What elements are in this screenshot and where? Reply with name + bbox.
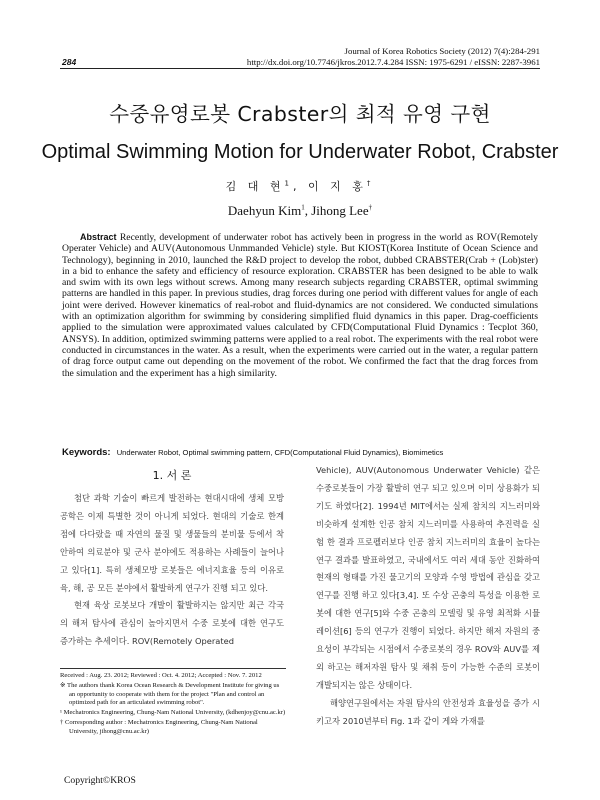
keywords-label: Keywords: (62, 447, 111, 458)
author-korean-2: 이 지 홍 (307, 180, 367, 193)
body-column-right (316, 462, 540, 731)
body-paragraph: 현재 육상 로봇보다 개발이 활발하지는 않지만 최근 각국의 해저 탐사에 관심이 높아지면서 수중 로봇에 대한 연구도 증가하는 추세이다. ROV(Remotely Operated (60, 600, 284, 647)
title-korean: 수중유영로봇 Crabster의 최적 유영 구현 (109, 102, 491, 126)
keywords (62, 447, 538, 458)
abstract-text: Recently, development of underwater robot has actively been in progress in the world as ROV(Remotely Operater Vehicle) and AUV(Autonomous Unmmanded Vehicle) style. But KIOST(Korea Institute of Ocean Science and Technology), beginning in 2010, launched the R&D project to develop the robot, dubbed CRABSTER(Crab + (Lob)ster) in a bid to enhance the safety and efficiency of resource exploration. CRABSTER has been designed to be able to walk and swim with its own legs without screws. Among many research subjects regarding CRABSTER, optimal swimming patterns are handled in this paper. In previous studies, drag forces during one period with different values for angle of each joint were derived. However kinematics of real-robot and fluid-dynamics are not considered. We conducted simulations with an optimization algorithm for swimming by considering simplified fluid dynamics in this paper. Drag-coefficients applied to the simulation were approximated values calculated by CFD(Computational Fluid Dynamics : Tecplot 360, ANSYS). In addition, optimized swimming patterns were applied to a real robot. The experiments with the real robot were conducted in circumstances in the water. As a result, when the experiments were carried out in the water, a regular pattern of drag force output came out depending on the movement of the robot. We confirmed the fact that the drag forces from the simulation and the experiment has a high similarity. (62, 232, 538, 379)
abstract-label: Abstract (80, 232, 117, 242)
authors-korean (0, 178, 600, 194)
author-korean-2-mark: † (366, 179, 375, 188)
footnote-affiliation: ¹ Mechatronics Engineering, Chung-Nam National University, (kdhenjoy@cnu.ac.kr) (60, 709, 286, 717)
footnotes (60, 668, 286, 738)
author-korean-1: 김 대 현 (225, 180, 285, 193)
body-paragraph: Vehicle), AUV(Autonomous Underwater Vehicle) 같은 수중로봇들이 가장 활발히 연구 되고 있으며 이미 상용화가 되기도 하였다[2]. 1994년 MIT에서는 실제 참치의 지느러미와 비슷하게 설계한 인공 참치 지느러미를 사용하여 추진력을 실험 한 결과 프로펠러보다 인공 참치 지느러미의 효율이 높다는 연구 결과를 발표하였고, 국내에서도 여러 세대 동안 진화하여 현재의 형태를 가진 물고기의 모양과 수영 방법에 관심을 갖고 연구를 진행 하고 있다[3,4]. 또 수상 곤충의 특성을 이용한 로봇에 대한 연구[5]와 수중 곤충의 모델링 및 유영 최적화 시뮬레이션[6] 등의 연구가 진행이 되었다. 하지만 해저 자원의 중요성이 부각되는 시점에서 수중로봇의 경우 ROV와 AUV를 제외 하고는 해저자원 탐사 및 채취 등이 가능한 수준의 로봇이 개발되지는 않은 상태이다. (316, 465, 540, 690)
body-paragraph: 첨단 과학 기술이 빠르게 발전하는 현대시대에 생체 모방공학은 이제 특별한 것이 아니게 되었다. 현대의 기술로 한계 점에 다다랐을 때 자연의 물질 및 생물들의 분비물 등에서 착안하여 의료분야 및 군사 분야에도 적용하는 사례들이 늘어나고 있다[1]. 특히 생체모방 로봇들은 에너지효율 등의 이유로 육, 해, 공 모든 분야에서 활발하게 연구가 진행 되고 있다. (60, 493, 284, 593)
keywords-text: Underwater Robot, Optimal swimming pattern, CFD(Computational Fluid Dynamics), Biomimetics (116, 448, 444, 457)
section-heading-introduction: 1. 서 론 (152, 469, 192, 482)
title-english: Optimal Swimming Motion for Underwater Robot, Crabster (41, 141, 559, 163)
author-english-2: Jihong Lee (311, 203, 369, 218)
footnote-acknowledgment: ※ The authors thank Korea Ocean Research & Development Institute for giving us an opportunity to cooperate with them for the project "Plan and control an optimized path for an articulated swimming robot". (60, 681, 280, 707)
copyright: Copyright©KROS (64, 775, 136, 786)
journal-citation: Journal of Korea Robotics Society (2012) 7(4):284-291 (344, 46, 540, 56)
page-number: 284 (62, 57, 77, 67)
author-english-1: Daehyun Kim (227, 203, 302, 218)
author-english-2-mark: † (368, 203, 373, 212)
body-paragraph: 해양연구원에서는 자원 탐사의 안전성과 효율성을 증가 시키고자 2010년부터 Fig. 1과 같이 게와 가재를 (316, 697, 540, 726)
journal-doi: http://dx.doi.org/10.7746/jkros.2012.7.4.284 ISSN: 1975-6291 / eISSN: 2287-3961 (246, 57, 540, 67)
header-rule (60, 68, 540, 69)
body-column-left (60, 462, 284, 651)
author-english-1-mark: 1 (301, 203, 305, 212)
footnote-received: Received : Aug. 23. 2012; Reviewed : Oct. 4. 2012; Accepted : Nov. 7. 2012 (60, 672, 262, 679)
abstract (62, 232, 538, 379)
footnote-corresponding-author: † Corresponding author : Mechatronics Engineering, Chung-Nam National University, jihong@cnu.ac.kr) (60, 718, 258, 735)
author-separator: , (292, 180, 308, 193)
journal-header (247, 46, 540, 68)
authors-english (0, 203, 600, 219)
author-separator-en: , (304, 203, 312, 218)
author-korean-1-mark: 1 (284, 179, 293, 188)
